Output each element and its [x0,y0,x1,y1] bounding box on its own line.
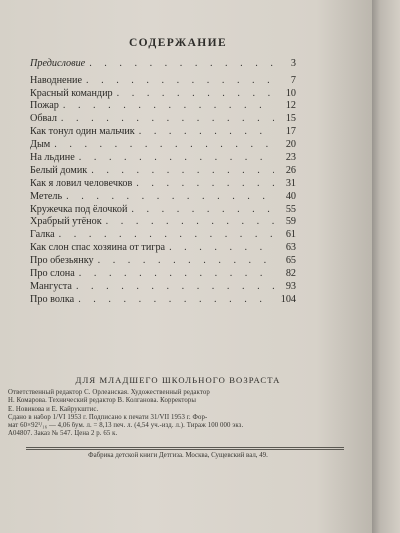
toc-entry-title: Мангуста [30,280,72,292]
toc-entry-page: 93 [285,280,296,292]
dot-leader [136,178,274,189]
divider-rule [26,447,344,448]
toc-entry-page: 61 [285,229,296,241]
toc-entry-title: Про обезьянку [30,255,94,267]
toc-entry [30,100,296,113]
toc-entry [30,242,296,255]
dot-leader [76,281,274,292]
toc-entry-title: Обвал [30,113,57,125]
toc-entry [30,126,296,139]
toc-entry-title: Предисловие [30,58,86,69]
divider-rule [26,449,344,450]
toc-entry [30,294,296,307]
toc-entry-title: На льдине [30,152,75,164]
toc-entry-title: Кружечка под ёлочкой [30,203,128,215]
toc-entry-page: 31 [285,177,296,189]
toc-entry-page: 12 [285,100,296,112]
toc-entry [30,165,296,178]
toc-entry-title: Дым [30,139,51,151]
age-series-line: ДЛЯ МЛАДШЕГО ШКОЛЬНОГО ВОЗРАСТА [75,375,281,385]
imprint-line: Е. Новикова и Е. Кайрукштис. [8,405,99,413]
dot-leader [91,165,274,176]
imprint-line: А04807. Заказ № 547. Цена 2 р. 65 к. [8,430,118,438]
toc-entry [30,216,296,229]
toc-entry-title: Как слон спас хозяина от тигра [30,242,166,254]
dot-leader [169,242,274,253]
toc-entry-page: 40 [285,190,296,202]
imprint-line: Н. Комарова. Технический редактор В. Колганова. Корректоры [8,397,197,405]
toc-entry-title: Пожар [30,100,59,112]
dot-leader [66,191,274,202]
publisher-address: Фабрика детской книги Детгиза. Москва, Сущевский вал, 49. [88,452,268,459]
toc-entry-title: Метель [30,190,63,202]
toc-entry [30,139,296,152]
toc-entry-title: Красный командир [30,87,113,99]
toc-entry [30,268,296,281]
toc-entry-title: Храбрый утёнок [30,216,102,228]
dot-leader [131,204,274,215]
toc-entry [30,58,296,71]
dot-leader [54,139,274,150]
toc-entry [30,152,296,165]
dot-leader [98,255,274,266]
toc-entry-title: Наводнение [30,74,83,86]
dot-leader [78,294,274,305]
toc-entry-title: Как тонул один мальчик [30,126,135,138]
toc-entry-title: Про волка [30,293,75,305]
toc-entry-page: 104 [280,293,296,305]
toc-entry-page: 65 [285,255,296,267]
toc-entry-page: 10 [285,87,296,99]
toc-entry [30,204,296,217]
toc-entry [30,178,296,191]
dot-leader [79,152,274,163]
toc-entry-page: 3 [290,58,296,69]
toc-entry [30,191,296,204]
toc-entry [30,113,296,126]
toc-entry-title: Галка [30,229,55,241]
toc-entry-page: 82 [285,268,296,280]
dot-leader [61,113,274,124]
toc-heading: СОДЕРЖАНИЕ [128,37,228,49]
toc-entry-title: Про слона [30,268,75,280]
toc-entry [30,75,296,88]
toc-list [30,58,296,307]
toc-entry-page: 59 [285,216,296,228]
dot-leader [59,229,274,240]
imprint-line: Ответственный редактор С. Орлеанская. Художественный редактор [8,389,210,396]
imprint-block [8,389,353,439]
dot-leader [86,75,274,86]
toc-entry-page: 17 [285,126,296,138]
dot-leader [139,126,274,137]
toc-entry-page: 7 [290,74,296,86]
toc-entry [30,255,296,268]
toc-entry-page: 20 [285,139,296,151]
toc-entry-page: 55 [285,203,296,215]
toc-entry-title: Белый домик [30,164,88,176]
dot-leader [106,216,274,227]
toc-entry-page: 26 [285,164,296,176]
toc-entry [30,281,296,294]
toc-entry-title: Как я ловил человечков [30,177,133,189]
dot-leader [89,58,274,69]
dot-leader [79,268,274,279]
toc-entry-page: 23 [285,152,296,164]
toc-entry-page: 63 [285,242,296,254]
toc-entry-page: 15 [285,113,296,125]
imprint-line: мат 60×92¹/₁₆ — 4,06 бум. л. = 8,13 печ. л. (4,54 уч.-изд. л.). Тираж 100 000 экз. [8,422,244,430]
dot-leader [117,88,274,99]
dot-leader [63,100,274,111]
toc-entry [30,229,296,242]
toc-entry [30,88,296,101]
imprint-line: Сдано в набор 1/VI 1953 г. Подписано к печати 31/VII 1953 г. Фор- [8,413,208,421]
